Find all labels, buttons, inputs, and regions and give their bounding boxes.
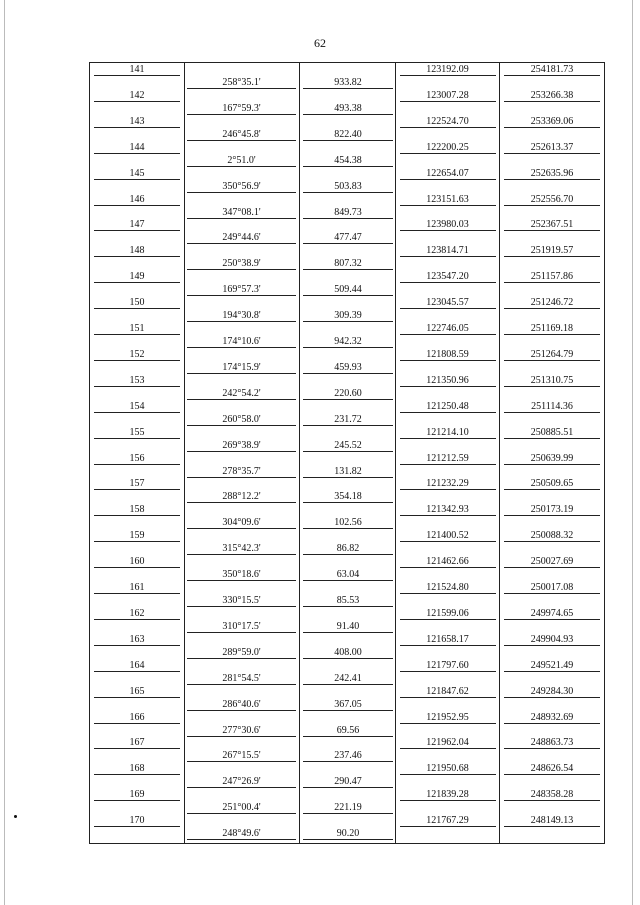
- point-cell: 166: [129, 711, 145, 723]
- rule-line: [400, 515, 496, 516]
- x-coordinate-cell: 121524.80: [426, 582, 469, 593]
- direction-angle-cell: 258°35.1': [222, 77, 261, 88]
- direction-angle-cell: 350°18.6': [222, 569, 261, 581]
- distance-cell: 242.41: [334, 672, 362, 684]
- distance-cell: 509.44: [334, 284, 362, 296]
- rule-line: [94, 541, 180, 542]
- point-cell: 149: [129, 271, 145, 283]
- point-cell: 153: [129, 374, 145, 386]
- rule-line: [94, 515, 180, 516]
- x-coordinate-cell: 121950.68: [426, 763, 469, 775]
- rule-line: [400, 826, 496, 827]
- table-row: [90, 218, 604, 244]
- y-coordinate-cell: 248358.28: [530, 789, 574, 801]
- distance-cell: 807.32: [334, 258, 362, 270]
- distance-cell: 408.00: [334, 646, 362, 658]
- distance-cell: 459.93: [334, 361, 362, 373]
- rule-line: [94, 127, 180, 128]
- direction-angle-cell: 242°54.2': [222, 387, 261, 399]
- direction-angle-cell: 281°54.5': [222, 672, 261, 684]
- rule-line: [504, 153, 600, 154]
- rule-line: [504, 256, 600, 257]
- y-coordinate-cell: 250639.99: [530, 452, 574, 464]
- rule-line: [400, 256, 496, 257]
- rule-line: [400, 697, 496, 698]
- y-coordinate-cell: 252556.70: [530, 193, 574, 205]
- y-coordinate-cell: 252613.37: [530, 141, 574, 153]
- rule-line: [400, 230, 496, 231]
- rule-line: [504, 800, 600, 801]
- rule-line: [94, 723, 180, 724]
- table-row: [90, 633, 604, 659]
- rule-line: [504, 748, 600, 749]
- x-coordinate-cell: 121232.29: [426, 478, 469, 490]
- x-coordinate-cell: 121847.62: [426, 685, 469, 697]
- table-row: [90, 167, 604, 193]
- point-cell: 157: [129, 478, 145, 490]
- rule-line: [94, 464, 180, 465]
- y-coordinate-cell: 252367.51: [530, 219, 574, 231]
- distance-cell: 493.38: [334, 102, 362, 114]
- direction-angle-cell: 248°49.6': [222, 828, 261, 840]
- rule-line: [504, 541, 600, 542]
- direction-angle-cell: 330°15.5': [222, 595, 261, 606]
- rule-line: [504, 515, 600, 516]
- direction-angle-cell: 269°38.9': [222, 439, 261, 451]
- direction-angle-cell: 315°42.3': [222, 543, 261, 555]
- direction-angle-cell: 289°59.0': [222, 646, 261, 658]
- rule-line: [400, 308, 496, 309]
- point-cell: 169: [129, 789, 145, 801]
- y-coordinate-cell: 250017.08: [530, 582, 574, 593]
- table-row: [90, 477, 604, 503]
- point-cell: 155: [129, 426, 145, 438]
- table-row: [90, 814, 604, 840]
- rule-line: [400, 593, 496, 594]
- y-coordinate-cell: 251157.86: [530, 271, 574, 283]
- page-number: 62: [314, 36, 326, 50]
- table-row: [90, 555, 604, 581]
- point-cell: 150: [129, 297, 145, 309]
- x-coordinate-cell: 121342.93: [426, 504, 469, 516]
- rule-line: [504, 282, 600, 283]
- direction-angle-cell: 277°30.6': [222, 724, 261, 736]
- rule-line: [504, 179, 600, 180]
- direction-angle-cell: 278°35.7': [222, 465, 261, 477]
- x-coordinate-cell: 123151.63: [426, 193, 469, 205]
- point-cell: 162: [129, 607, 145, 619]
- direction-angle-cell: 304°09.6': [222, 517, 261, 529]
- rule-line: [400, 282, 496, 283]
- y-coordinate-cell: 249521.49: [530, 659, 574, 671]
- distance-cell: 85.53: [336, 595, 360, 606]
- table-row: [90, 503, 604, 529]
- x-coordinate-cell: 122524.70: [426, 115, 469, 127]
- rule-line: [94, 412, 180, 413]
- distance-cell: 231.72: [334, 413, 362, 425]
- rule-line: [504, 489, 600, 490]
- distance-cell: 454.38: [334, 154, 362, 166]
- distance-cell: 69.56: [336, 724, 360, 736]
- rule-line: [400, 619, 496, 620]
- rule-line: [400, 386, 496, 387]
- y-coordinate-cell: 253266.38: [530, 89, 574, 101]
- y-coordinate-cell: 248863.73: [530, 737, 574, 749]
- y-coordinate-cell: 249974.65: [530, 607, 574, 619]
- point-cell: 161: [129, 582, 145, 593]
- direction-angle-cell: 194°30.8': [222, 310, 261, 322]
- rule-line: [94, 308, 180, 309]
- rule-line: [94, 774, 180, 775]
- distance-cell: 131.82: [334, 465, 362, 477]
- rule-line: [400, 334, 496, 335]
- distance-cell: 354.18: [334, 491, 362, 503]
- rule-line: [400, 360, 496, 361]
- distance-cell: 477.47: [334, 232, 362, 244]
- x-coordinate-cell: 122200.25: [426, 141, 469, 153]
- table-row: [90, 322, 604, 348]
- rule-line: [400, 438, 496, 439]
- rule-line: [94, 230, 180, 231]
- rule-line: [504, 774, 600, 775]
- rule-line: [504, 567, 600, 568]
- point-cell: 144: [129, 141, 145, 153]
- distance-cell: 933.82: [334, 77, 362, 88]
- rule-line: [94, 282, 180, 283]
- direction-angle-cell: 174°15.9': [222, 361, 261, 373]
- rule-line: [400, 774, 496, 775]
- point-cell: 147: [129, 219, 145, 231]
- point-cell: 164: [129, 659, 145, 671]
- point-cell: 159: [129, 530, 145, 542]
- table-row: [90, 659, 604, 685]
- rule-line: [400, 671, 496, 672]
- direction-angle-cell: 286°40.6': [222, 698, 261, 710]
- rule-line: [504, 593, 600, 594]
- rule-line: [400, 205, 496, 206]
- margin-dot: [14, 815, 17, 818]
- point-cell: 141: [129, 64, 145, 75]
- distance-cell: 942.32: [334, 336, 362, 347]
- table-row: [90, 400, 604, 426]
- rule-line: [94, 697, 180, 698]
- y-coordinate-cell: 251114.36: [531, 400, 573, 412]
- x-coordinate-cell: 122746.05: [426, 323, 469, 334]
- table-row: [90, 374, 604, 400]
- y-coordinate-cell: 250088.32: [530, 530, 574, 542]
- table-row: [90, 244, 604, 270]
- table-row: [90, 89, 604, 115]
- x-coordinate-cell: 121952.95: [426, 711, 469, 723]
- rule-line: [504, 697, 600, 698]
- rule-line: [504, 205, 600, 206]
- y-coordinate-cell: 249904.93: [530, 633, 574, 645]
- x-coordinate-cell: 123814.71: [426, 245, 469, 257]
- x-coordinate-cell: 123547.20: [426, 271, 469, 283]
- distance-cell: 220.60: [334, 387, 362, 399]
- table-row: [90, 788, 604, 814]
- direction-angle-cell: 288°12.2': [222, 491, 261, 503]
- distance-cell: 86.82: [336, 543, 360, 555]
- rule-line: [94, 800, 180, 801]
- table-row: [90, 296, 604, 322]
- rule-line: [94, 101, 180, 102]
- rule-line: [504, 723, 600, 724]
- rule-line: [504, 438, 600, 439]
- rule-line: [94, 334, 180, 335]
- rule-line: [94, 567, 180, 568]
- rule-line: [504, 127, 600, 128]
- rule-line: [94, 179, 180, 180]
- table-row: [90, 685, 604, 711]
- rule-line: [94, 205, 180, 206]
- y-coordinate-cell: 253369.06: [530, 115, 574, 127]
- point-cell: 143: [129, 115, 145, 127]
- y-coordinate-cell: 250885.51: [530, 426, 574, 438]
- direction-angle-cell: 251°00.4': [222, 802, 261, 814]
- rule-line: [504, 75, 600, 76]
- direction-angle-cell: 169°57.3': [222, 284, 261, 296]
- rule-line: [504, 619, 600, 620]
- table-row: [90, 736, 604, 762]
- rule-line: [400, 464, 496, 465]
- x-coordinate-cell: 122654.07: [426, 167, 469, 179]
- direction-angle-cell: 250°38.9': [222, 258, 261, 270]
- rule-line: [400, 153, 496, 154]
- distance-cell: 63.04: [336, 569, 360, 581]
- distance-cell: 503.83: [334, 180, 362, 192]
- y-coordinate-cell: 249284.30: [530, 685, 574, 697]
- table-row: [90, 426, 604, 452]
- rule-line: [94, 438, 180, 439]
- point-cell: 142: [129, 89, 145, 101]
- point-cell: 168: [129, 763, 145, 775]
- rule-line: [504, 645, 600, 646]
- table-row: [90, 581, 604, 607]
- x-coordinate-cell: 123045.57: [426, 297, 469, 309]
- x-coordinate-cell: 121462.66: [426, 556, 469, 568]
- y-coordinate-cell: 250509.65: [530, 478, 574, 490]
- table-row: [90, 762, 604, 788]
- distance-cell: 245.52: [334, 439, 362, 451]
- rule-line: [400, 127, 496, 128]
- x-coordinate-cell: 121808.59: [426, 348, 469, 360]
- distance-cell: 822.40: [334, 128, 362, 140]
- rule-line: [504, 671, 600, 672]
- x-coordinate-cell: 121658.17: [426, 633, 469, 645]
- rule-line: [94, 256, 180, 257]
- scan-edge-right: [632, 0, 633, 905]
- point-cell: 156: [129, 452, 145, 464]
- x-coordinate-cell: 121962.04: [426, 737, 469, 749]
- rule-line: [94, 645, 180, 646]
- distance-cell: 849.73: [334, 206, 362, 218]
- distance-cell: 102.56: [334, 517, 362, 529]
- table-row: [90, 529, 604, 555]
- point-cell: 167: [129, 737, 145, 749]
- rule-line: [400, 723, 496, 724]
- point-cell: 163: [129, 633, 145, 645]
- point-cell: 160: [129, 556, 145, 568]
- point-cell: 170: [129, 815, 145, 827]
- coordinates-table: [89, 62, 605, 844]
- rule-line: [94, 75, 180, 76]
- rule-line: [504, 230, 600, 231]
- rule-line: [400, 101, 496, 102]
- table-row: [90, 270, 604, 296]
- direction-angle-cell: 247°26.9': [222, 776, 261, 788]
- y-coordinate-cell: 251264.79: [530, 348, 574, 360]
- y-coordinate-cell: 251246.72: [530, 297, 574, 309]
- direction-angle-cell: 167°59.3': [222, 102, 261, 114]
- rule-line: [94, 826, 180, 827]
- distance-cell: 91.40: [336, 620, 360, 632]
- rule-line: [400, 489, 496, 490]
- rule-line: [94, 386, 180, 387]
- y-coordinate-cell: 248149.13: [530, 815, 574, 827]
- distance-cell: 290.47: [334, 776, 362, 788]
- x-coordinate-cell: 121839.28: [426, 789, 469, 801]
- table-row: [90, 63, 604, 89]
- rule-line: [504, 360, 600, 361]
- rule-line: [94, 748, 180, 749]
- x-coordinate-cell: 121212.59: [426, 452, 469, 464]
- distance-cell: 237.46: [334, 750, 362, 762]
- rule-line: [400, 800, 496, 801]
- rule-line: [504, 386, 600, 387]
- table-row: [90, 452, 604, 478]
- rule-line: [400, 75, 496, 76]
- point-cell: 148: [129, 245, 145, 257]
- y-coordinate-cell: 248932.69: [530, 711, 574, 723]
- rule-line: [504, 826, 600, 827]
- point-cell: 146: [129, 193, 145, 205]
- rule-line: [94, 619, 180, 620]
- table-row: [90, 348, 604, 374]
- rule-line: [94, 593, 180, 594]
- rule-line: [400, 412, 496, 413]
- direction-angle-cell: 350°56.9': [222, 180, 261, 192]
- x-coordinate-cell: 121400.52: [426, 530, 469, 542]
- table-row: [90, 193, 604, 219]
- rule-line: [504, 412, 600, 413]
- table-row: [90, 607, 604, 633]
- rule-line: [400, 179, 496, 180]
- x-coordinate-cell: 121250.48: [426, 400, 469, 412]
- point-cell: 165: [129, 685, 145, 697]
- rule-line: [94, 671, 180, 672]
- rule-line: [504, 334, 600, 335]
- direction-angle-cell: 347°08.1': [222, 206, 261, 218]
- direction-angle-cell: 246°45.8': [222, 128, 261, 140]
- direction-angle-cell: 2°51.0': [227, 154, 256, 166]
- distance-cell: 221.19: [334, 802, 362, 814]
- rule-line: [94, 360, 180, 361]
- rule-line: [400, 541, 496, 542]
- x-coordinate-cell: 121599.06: [426, 607, 469, 619]
- y-coordinate-cell: 248626.54: [530, 763, 574, 775]
- rule-line: [504, 101, 600, 102]
- point-cell: 145: [129, 167, 145, 179]
- table-row: [90, 115, 604, 141]
- rule-line: [400, 567, 496, 568]
- rule-line: [400, 645, 496, 646]
- scan-edge-left: [4, 0, 5, 905]
- x-coordinate-cell: 121767.29: [426, 815, 469, 827]
- direction-angle-cell: 310°17.5': [222, 620, 261, 632]
- point-cell: 152: [129, 348, 145, 360]
- distance-cell: 309.39: [334, 310, 362, 322]
- direction-angle-cell: 260°58.0': [222, 413, 261, 425]
- rule-line: [94, 489, 180, 490]
- rule-line: [504, 308, 600, 309]
- distance-cell: 367.05: [334, 698, 362, 710]
- y-coordinate-cell: 252635.96: [530, 167, 574, 179]
- x-coordinate-cell: 121797.60: [426, 659, 469, 671]
- y-coordinate-cell: 250173.19: [530, 504, 574, 516]
- x-coordinate-cell: 121350.96: [426, 374, 469, 386]
- rule-line: [187, 839, 296, 840]
- table-row: [90, 141, 604, 167]
- x-coordinate-cell: 123980.03: [426, 219, 469, 231]
- direction-angle-cell: 174°10.6': [222, 336, 261, 347]
- point-cell: 154: [129, 400, 145, 412]
- table-row: [90, 711, 604, 737]
- rule-line: [94, 153, 180, 154]
- rule-line: [303, 839, 393, 840]
- y-coordinate-cell: 251310.75: [530, 374, 574, 386]
- y-coordinate-cell: 251169.18: [530, 323, 574, 334]
- rule-line: [504, 464, 600, 465]
- direction-angle-cell: 267°15.5': [222, 750, 261, 762]
- distance-cell: 90.20: [336, 828, 360, 840]
- y-coordinate-cell: 251919.57: [530, 245, 574, 257]
- x-coordinate-cell: 123192.09: [426, 64, 469, 75]
- x-coordinate-cell: 121214.10: [426, 426, 469, 438]
- direction-angle-cell: 249°44.6': [222, 232, 261, 244]
- point-cell: 158: [129, 504, 145, 516]
- point-cell: 151: [129, 323, 145, 334]
- x-coordinate-cell: 123007.28: [426, 89, 469, 101]
- rule-line: [400, 748, 496, 749]
- y-coordinate-cell: 254181.73: [530, 64, 574, 75]
- y-coordinate-cell: 250027.69: [530, 556, 574, 568]
